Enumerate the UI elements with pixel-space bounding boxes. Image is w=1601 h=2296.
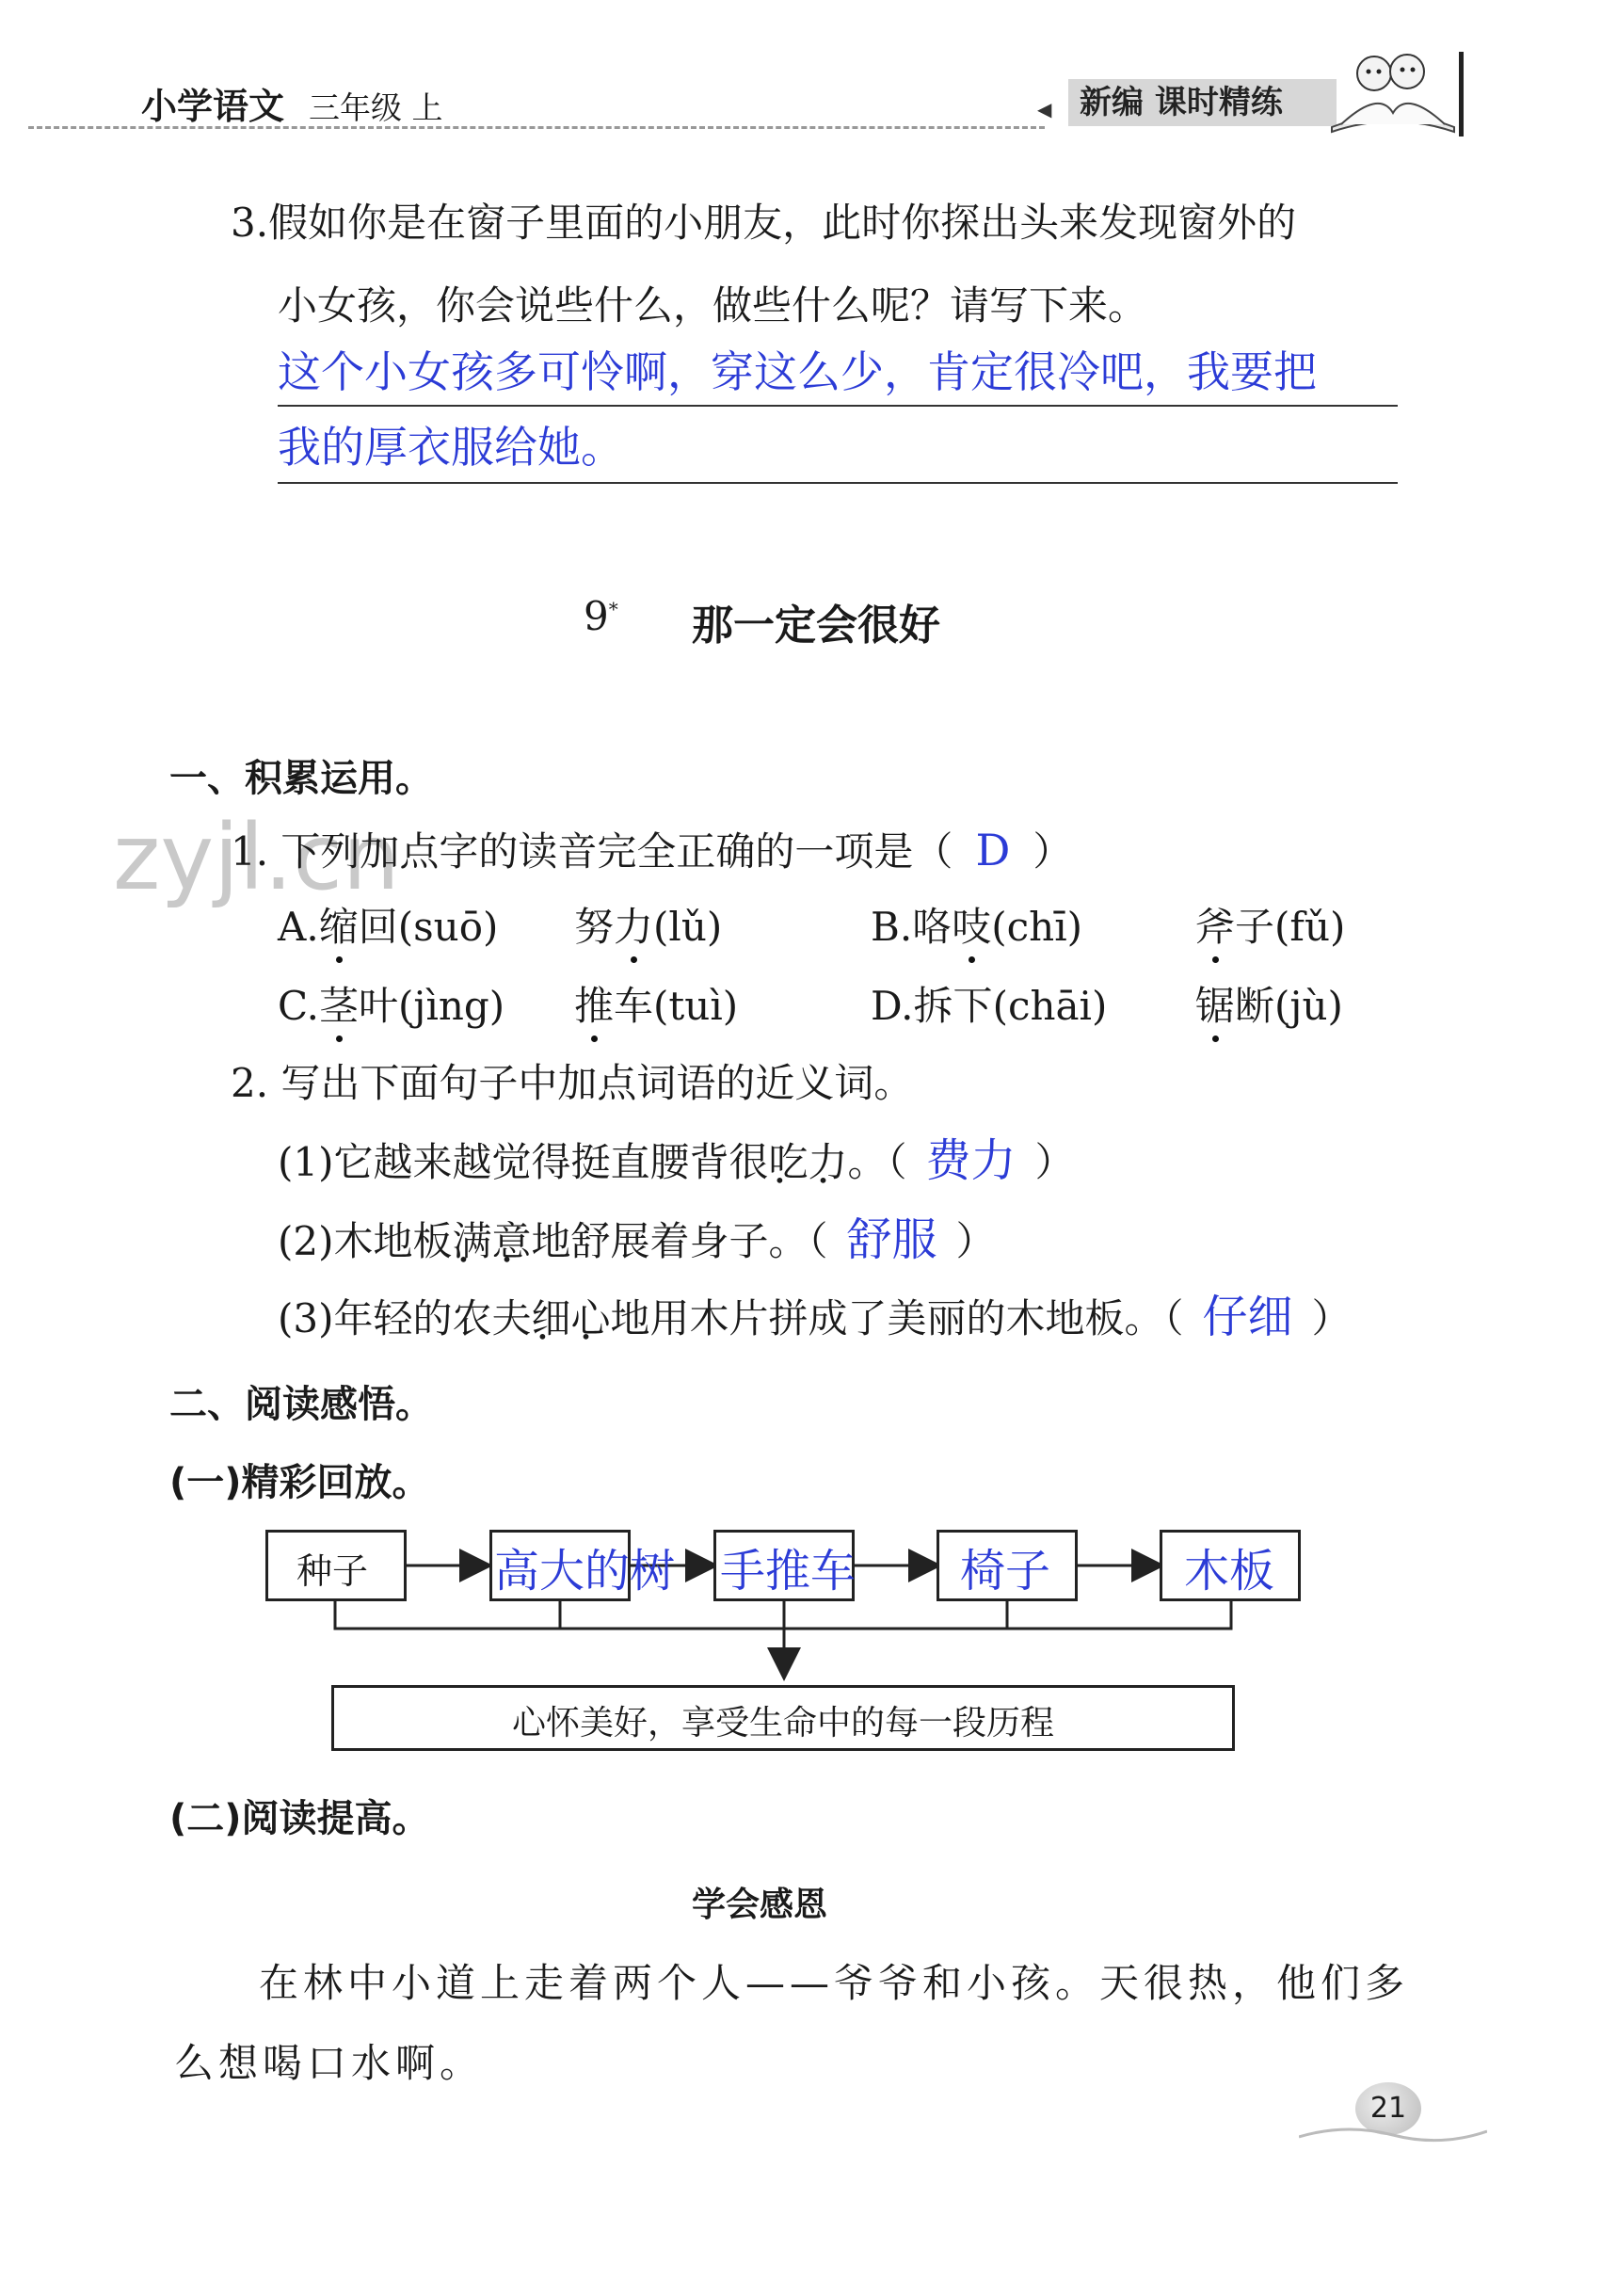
q3-prompt-line1: 3.假如你是在窗子里面的小朋友，此时你探出头来发现窗外的 [231,200,1297,246]
q1-answer: D [975,825,1011,875]
q3-answer-line1: 这个小女孩多可怜啊，穿这么少，肯定很冷吧，我要把 [278,346,1317,397]
section2-part1: (一)精彩回放。 [169,1461,430,1504]
section1-heading: 一、积累运用。 [169,757,433,800]
q2-item-2: (2)木地板满意 • •地舒展着身子。（ 舒服 ） [278,1214,996,1267]
page-number: 21 [1355,2082,1421,2135]
flow-label-2: 高大的树 [494,1545,676,1598]
watermark: zyjl.cn [113,805,400,910]
header-arrow-icon: ◀ [1037,98,1052,120]
q1-option-c: C.茎叶(jìng) [278,983,505,1029]
flow-label-1: 种子 [296,1550,369,1592]
q2-prompt: 2. 写出下面句子中加点词语的近义词。 [231,1060,914,1106]
flow-label-4: 椅子 [960,1545,1051,1598]
q1-option-a-word2: 努力(lǔ) [574,904,723,950]
q2-answer-3: 仔细 [1202,1291,1293,1343]
passage-line1: 在林中小道上走着两个人——爷爷和小孩。天很热，他们多 [259,1960,1410,2006]
lesson-number: 9* [584,593,618,639]
q1-option-b-word2: 斧子(fǔ) [1195,904,1346,950]
q2-answer-2: 舒服 [846,1213,937,1266]
q1-option-c-word2: 推车(tuì) [574,983,739,1029]
q2-item-3: (3)年轻的农夫细心 • •地用木片拼成了美丽的木地板。（ 仔细 ） [278,1292,1352,1344]
section2-part2: (二)阅读提高。 [169,1797,430,1840]
header-subject: 小学语文 三年级 上 [141,85,443,127]
passage-line2: 么想喝口水啊。 [174,2040,485,2086]
flow-summary-text: 心怀美好，享受生命中的每一段历程 [511,1704,1054,1742]
lesson-title: 那一定会很好 [692,602,940,650]
q2-item-1: (1)它越来越觉得挺直腰背很吃力 • •。（ 费力 ） [278,1135,1075,1188]
q1-prompt: 1. 下列加点字的读音完全正确的一项是（ D ） [231,825,1073,875]
header-series-label: 新编 课时精练 [1068,79,1337,126]
dotted-word: 满意 • • [453,1218,532,1264]
page-number-swirl-icon [1299,2118,1487,2146]
q3-prompt-line2: 小女孩，你会说些什么，做些什么呢？请写下来。 [278,282,1148,329]
q1-option-d-word2: 锯断(jù) [1195,983,1343,1029]
q1-option-b: B.咯吱(chī) [871,904,1083,950]
passage-title: 学会感恩 [692,1885,828,1924]
flow-label-3: 手推车 [720,1545,857,1598]
q1-option-a: A.缩回(suō) [278,904,499,950]
dotted-word: 吃力 • • [769,1139,848,1185]
q3-answer-line2: 我的厚衣服给她。 [278,422,624,473]
dotted-word: 细心 • • [532,1295,611,1341]
section2-heading: 二、阅读感悟。 [169,1383,433,1426]
q1-option-d: D.拆下(chāi) [871,983,1108,1029]
q2-answer-1: 费力 [925,1134,1017,1187]
flow-label-5: 木板 [1184,1545,1275,1598]
header-grade: 三年级 上 [309,89,443,126]
